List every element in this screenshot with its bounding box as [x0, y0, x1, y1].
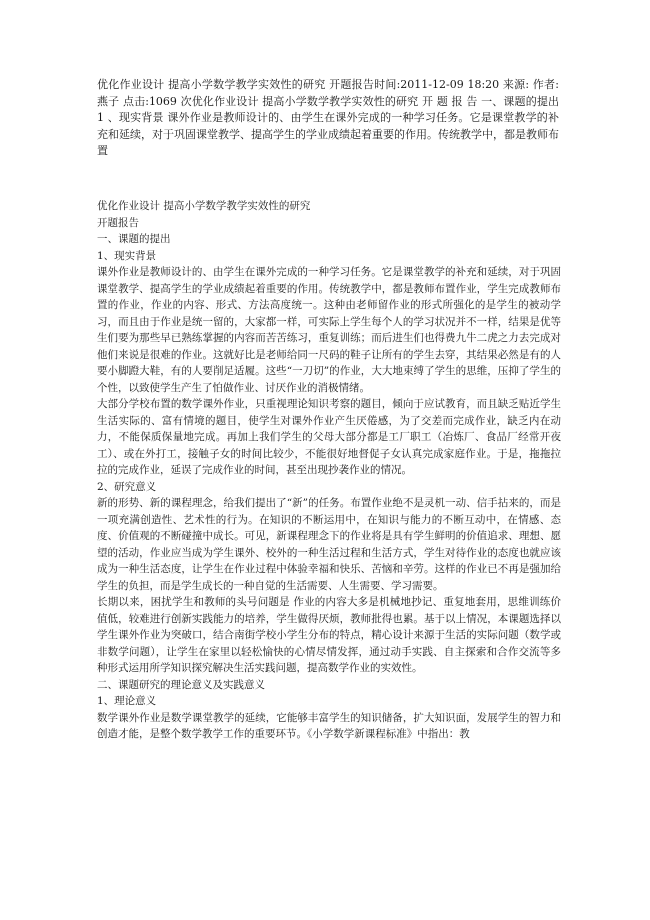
section-heading-2: 二、课题研究的理论意义及实践意义 — [97, 678, 265, 691]
subsection-heading-1: 1、现实背景 — [97, 249, 157, 262]
doc-title: 优化作业设计 提高小学数学教学实效性的研究 — [97, 200, 311, 212]
subsection-heading-2: 2、研究意义 — [97, 480, 157, 493]
paragraph-4: 长期以来，困扰学生和教师的头号问题是 作业的内容大多是机械地抄记、重复地套用，思维训练价值低，较难进行创新实践能力的培养，学生做得厌烦，教师批得也累。基于以上情况，本课题选择以学生课外作业为突破口，结合南街学校小学生分布的特点，精心设计来源于生活的实际问题（数学或非数学问题），让学生在家里以轻松愉快的心情尽情发挥，通过动手实践、自主探索和合作交流等多种形式运用所学知识探究解决生活实践问题，提高数学作业的实效性。 — [97, 596, 561, 674]
paragraph-5: 数学课外作业是数学课堂教学的延续，它能够丰富学生的知识储备，扩大知识面，发展学生的智力和创造才能，是整个数学教学工作的重要环节。《小学数学新课程标准》中指出：教 — [97, 711, 561, 740]
document-summary: 优化作业设计 提高小学数学教学实效性的研究 开题报告时间:2011-12-09 18:20 来源: 作者: 燕子 点击:1069 次优化作业设计 提高小学数学教学实效性的研究 开 题 报 告 一、课题的提出 1 、现实背景 课外作业是教师设计的、由学生在课外完成的一种学习任务。它是课堂教学的补充和延续，对于巩固课堂教学、提高学生的学业成绩起着重要的作用。传统教学中，都是教师布置 — [97, 78, 559, 157]
paragraph-2: 大部分学校布置的数学课外作业，只重视理论知识考察的题目，倾向于应试教育，而且缺乏贴近学生生活实际的、富有情境的题目，使学生对课外作业产生厌倦感，为了交差而完成作业，缺乏内在动力，不能保质保量地完成。再加上我们学生的父母大部分都是工厂职工（冶炼厂、食品厂经常开夜工）、或在外打工，接触子女的时间比较少，不能很好地督促子女认真完成家庭作业。于是，拖拖拉拉的完成作业，延误了完成作业的时间，甚至出现抄袭作业的情况。 — [97, 398, 561, 476]
section-heading-1: 一、课题的提出 — [97, 233, 171, 245]
doc-subtitle: 开题报告 — [97, 216, 139, 229]
paragraph-1: 课外作业是教师设计的、由学生在课外完成的一种学习任务。它是课堂教学的补充和延续，对于巩固课堂教学、提高学生的学业成绩起着重要的作用。传统教学中，都是教师布置作业，学生完成教师布置的作业，作业的内容、形式、方法高度统一。这种由老师留作业的形式所强化的是学生的被动学习，而且由于作业是统一留的，大家都一样，可实际上学生每个人的学习状况并不一样，结果是优等生们要为那些早已熟练掌握的内容而苦苦练习，重复训练；而后进生们也得费九牛二虎之力去完成对他们来说是很难的作业。这就好比是老师给同一尺码的鞋子让所有的学生去穿，其结果必然是有的人要小脚蹬大鞋，有的人要削足适履。这些“一刀切”的作业，大大地束缚了学生的思维，压抑了学生的个性，以致使学生产生了怕做作业、讨厌作业的消极情绪。 — [97, 266, 561, 394]
subsection-heading-3: 1、理论意义 — [97, 695, 157, 707]
document-body — [97, 198, 561, 743]
paragraph-3: 新的形势、新的课程理念，给我们提出了“新”的任务。布置作业绝不是灵机一动、信手拈来的，而是一项充满创造性、艺术性的行为。在知识的不断运用中，在知识与能力的不断互动中，在情感、态度、价值观的不断碰撞中成长。可见，新课程理念下的作业将是具有学生鲜明的价值追求、理想、愿望的活动，作业应当成为学生课外、校外的一种生活过程和生活方式，学生对待作业的态度也就应该成为一种生活态度，让学生在作业过程中体验幸福和快乐、苦恼和辛劳。这样的作业已不再是强加给学生的负担，而是学生成长的一种自觉的生活需要、人生需要、学习需要。 — [97, 497, 561, 592]
